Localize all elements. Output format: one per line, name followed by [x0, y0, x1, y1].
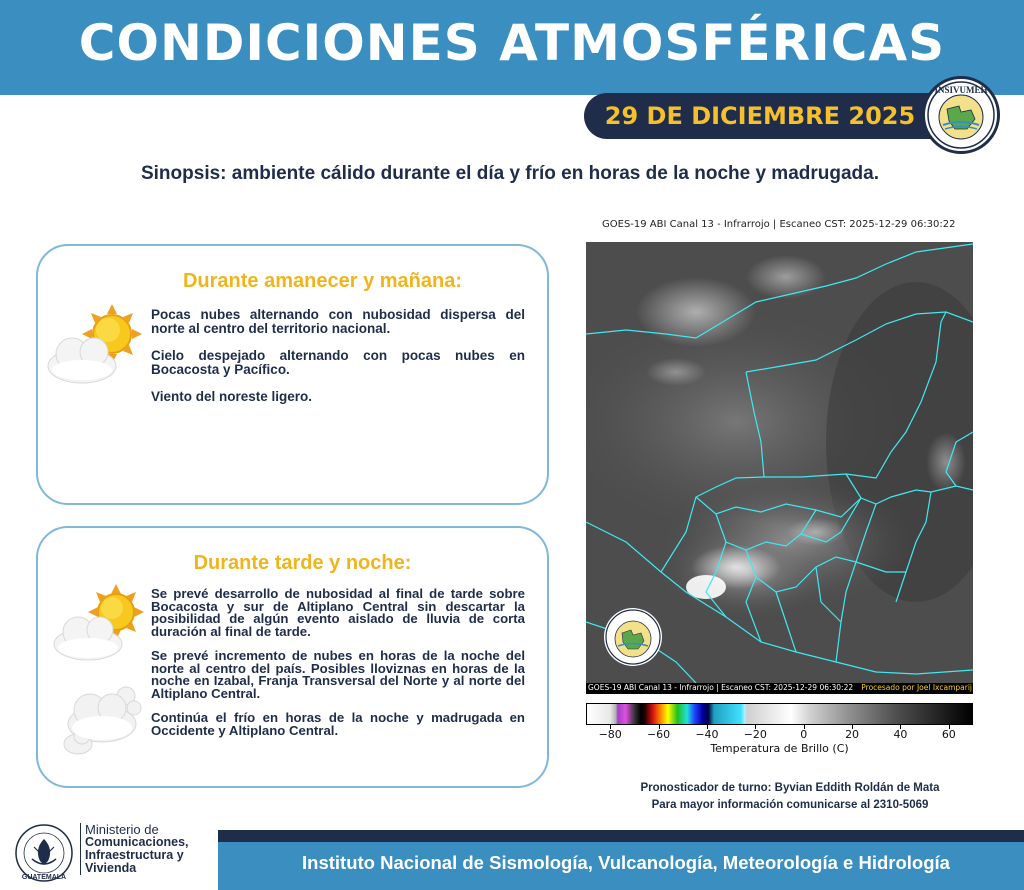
forecaster-info — [560, 780, 1020, 814]
satellite-insivumeh-logo — [604, 608, 662, 666]
morning-card-title: Durante amanecer y mañana: — [182, 270, 462, 292]
colorbar-tick-label: 0 — [800, 728, 808, 741]
colorbar-tick-label: −80 — [598, 728, 622, 741]
page-title: CONDICIONES ATMOSFÉRICAS — [78, 14, 946, 72]
ministry-line: Ministerio de — [85, 822, 159, 837]
morning-card — [36, 244, 549, 505]
satellite-footer-caption: GOES-19 ABI Canal 13 - Infrarrojo | Escaneo CST: 2025-12-29 06:30:22 — [588, 683, 854, 692]
evening-forecast-body — [151, 588, 525, 749]
ministry-line: Vivienda — [85, 861, 137, 875]
satellite-caption: GOES-19 ABI Canal 13 - Infrarrojo | Escaneo CST: 2025-12-29 06:30:22 — [602, 219, 956, 230]
morning-paragraph: Pocas nubes alternando con nubosidad dispersa del norte al centro del territorio nacional. — [151, 307, 525, 336]
colorbar-tick-label: 40 — [893, 728, 908, 741]
logo-text: INSIVUMEH — [934, 85, 988, 95]
contact-info: Para mayor información comunicarse al 2310-5069 — [651, 799, 929, 811]
morning-paragraph: Viento del noreste ligero. — [151, 389, 313, 404]
partly-cloudy-icon — [46, 584, 146, 666]
colorbar-tick-label: 60 — [941, 728, 956, 741]
ministry-name — [85, 823, 189, 875]
cloudy-icon — [58, 680, 148, 760]
evening-card-title: Durante tarde y noche: — [193, 552, 412, 574]
date-label: 29 DE DICIEMBRE 2025 — [604, 102, 916, 130]
morning-forecast-body — [151, 308, 525, 418]
institute-name: Instituto Nacional de Sismología, Vulcanología, Meteorología e Hidrología — [302, 852, 950, 873]
morning-paragraph: Cielo despejado alternando con pocas nubes en Bocacosta y Pacífico. — [151, 348, 525, 377]
temperature-colorbar — [586, 703, 973, 725]
satellite-processor-credit: Procesado por Joel Ixcamparij — [861, 683, 972, 692]
colorbar-label: Temperatura de Brillo (C) — [710, 742, 849, 755]
insivumeh-logo — [922, 76, 1000, 154]
ministry-line: Comunicaciones, — [85, 835, 189, 849]
colorbar-tick-label: −20 — [743, 728, 767, 741]
seal-text: GUATEMALA — [21, 874, 67, 881]
colorbar-tick-label: 20 — [845, 728, 860, 741]
evening-paragraph: Se prevé desarrollo de nubosidad al final de tarde sobre Bocacosta y sur de Altiplano Central sin descartar la posibilidad de algún evento aislado de lluvia de corta duración al final de tarde. — [151, 586, 525, 639]
evening-paragraph: Continúa el frío en horas de la noche y madrugada en Occidente y Altiplano Central. — [151, 710, 525, 738]
footer-accent-bar — [218, 830, 1024, 842]
evening-paragraph: Se prevé incremento de nubes en horas de la noche del norte al centro del país. Posibles lloviznas en horas de la noche en Izabal, Franja Transversal del Norte y al norte del Altiplano Central. — [151, 648, 525, 701]
ministry-line: Infraestructura y — [85, 848, 184, 862]
satellite-footer — [586, 683, 973, 694]
partly-cloudy-icon — [42, 304, 142, 386]
colorbar-tick-label: −40 — [695, 728, 719, 741]
synopsis-text: Sinopsis: ambiente cálido durante el día y frío en horas de la noche y madrugada. — [140, 163, 879, 184]
colorbar-tick-label: −60 — [646, 728, 671, 741]
insivumeh-logo-icon — [604, 608, 662, 666]
ministry-divider — [80, 823, 81, 875]
evening-card — [36, 526, 549, 788]
satellite-image — [586, 242, 973, 694]
forecaster-name: Pronosticador de turno: Byvian Eddith Roldán de Mata — [640, 782, 940, 794]
